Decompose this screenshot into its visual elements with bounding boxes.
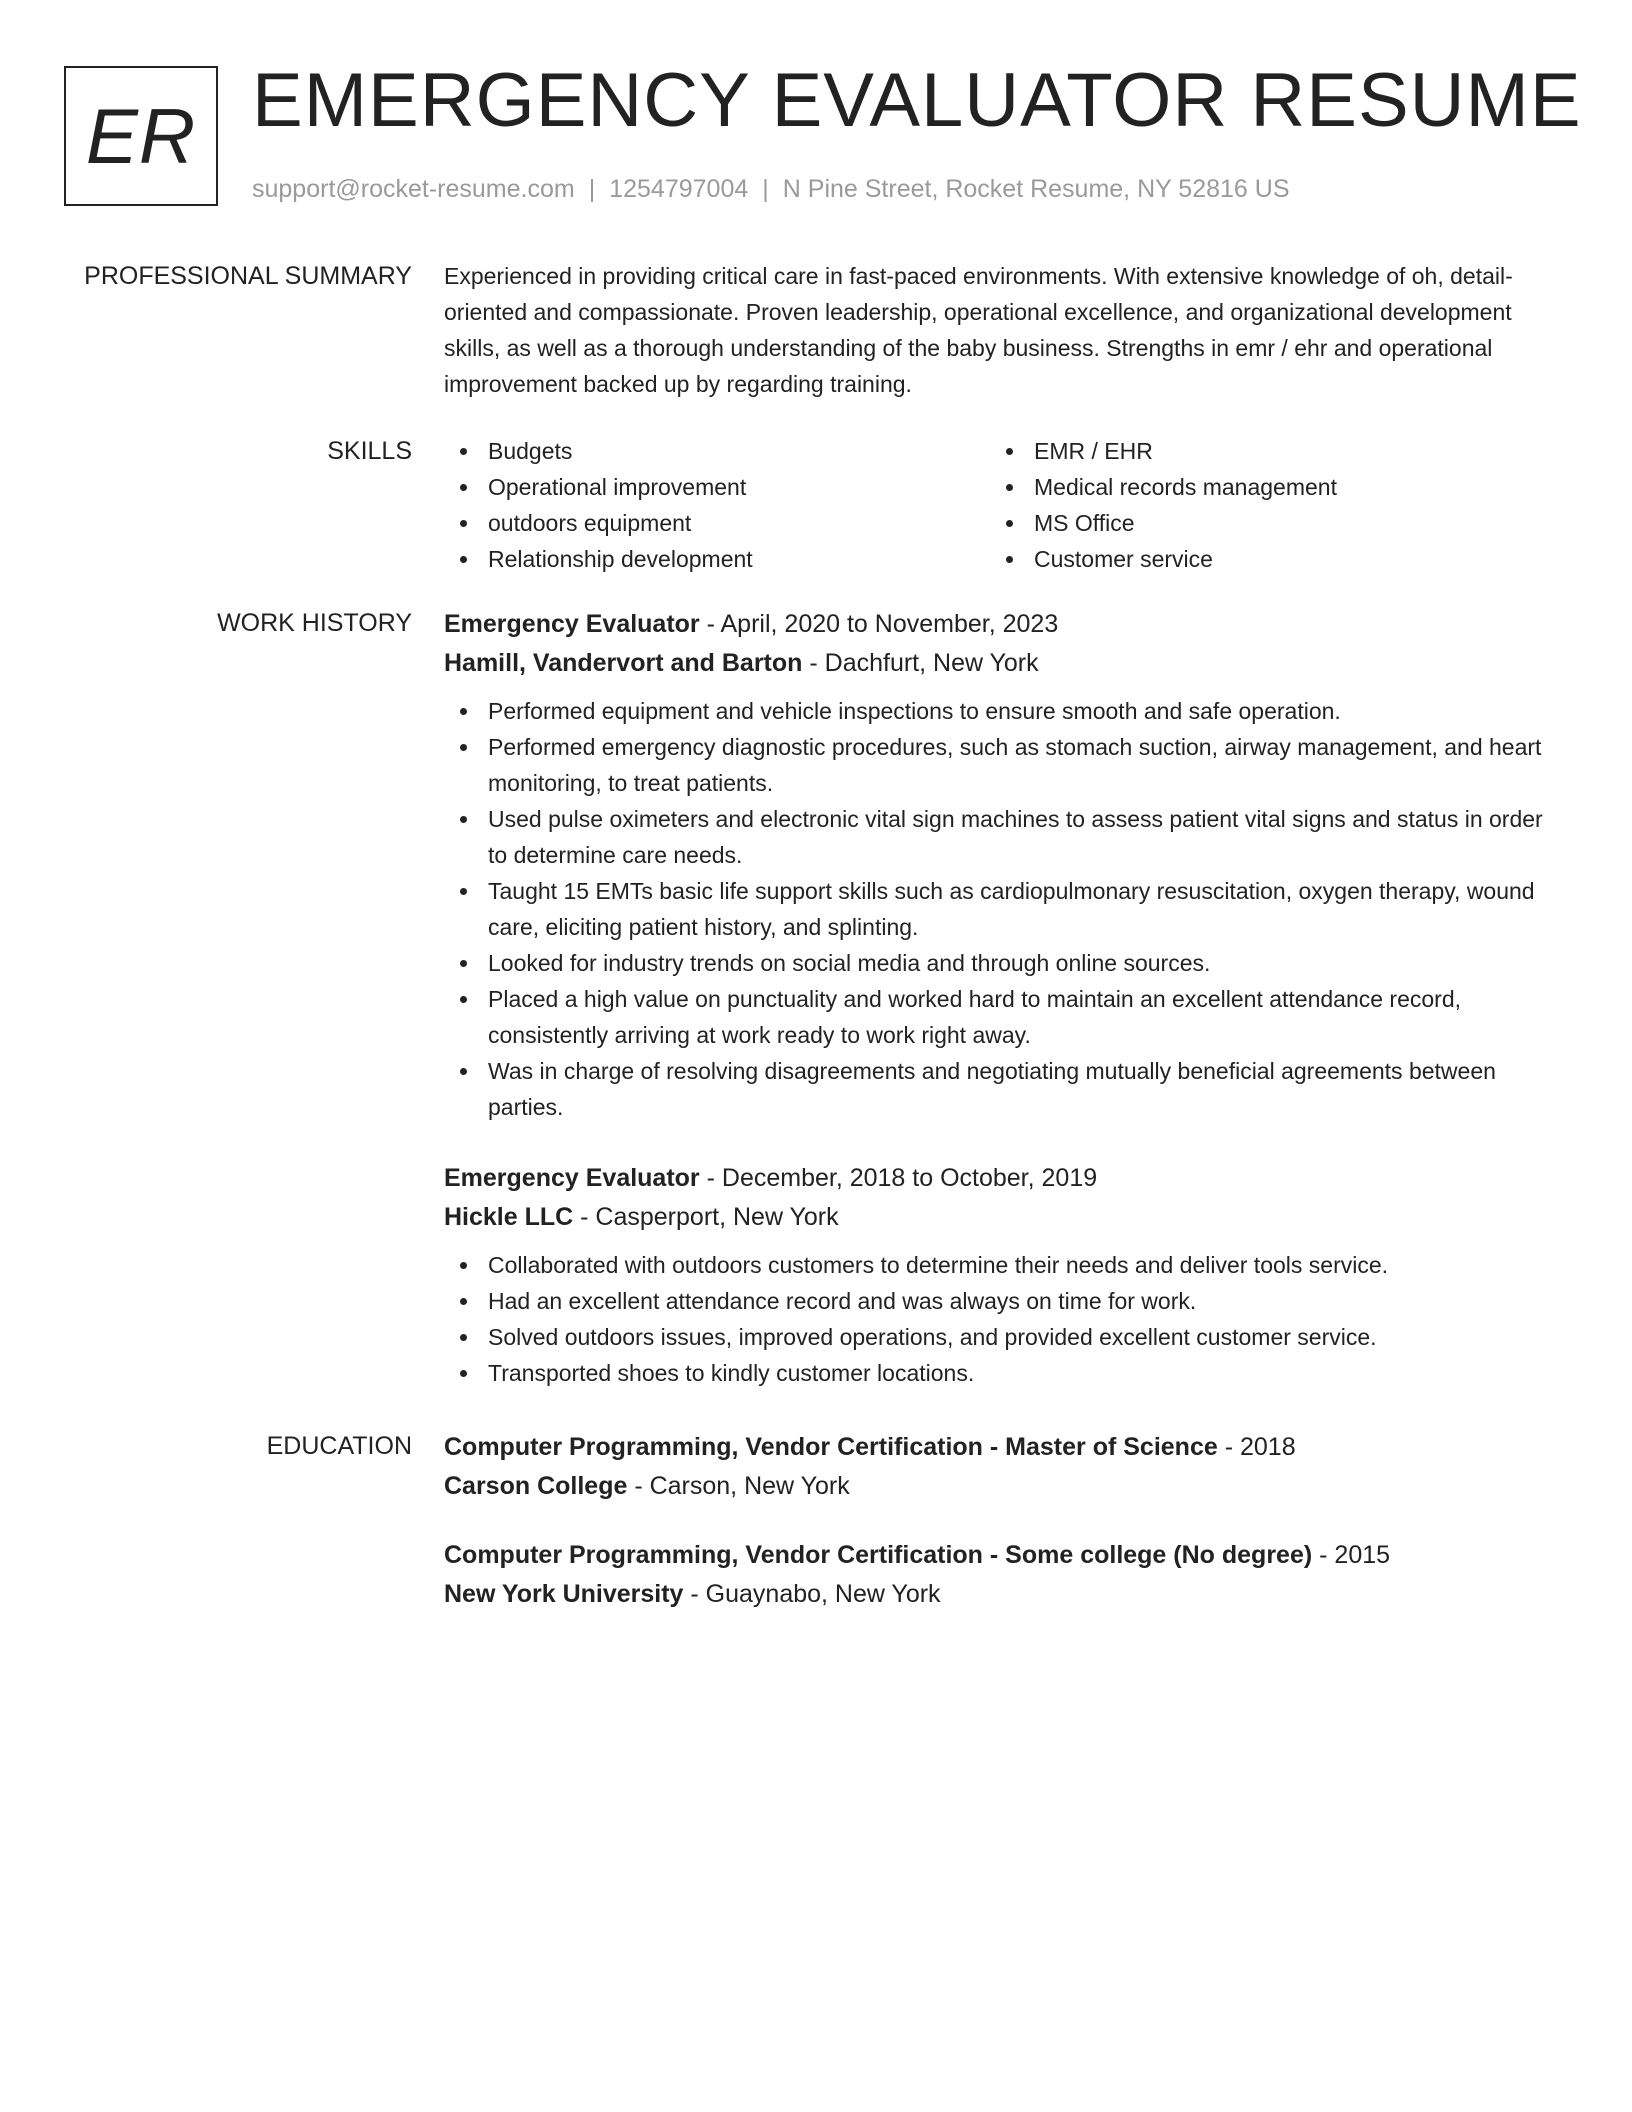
education-school: New York University — [444, 1580, 684, 1608]
job-bullet: Performed equipment and vehicle inspections to ensure smooth and safe operation. — [444, 693, 1556, 729]
skill-item: Medical records management — [990, 469, 1536, 505]
job-bullet: Solved outdoors issues, improved operations, and provided excellent customer service. — [444, 1319, 1556, 1355]
education-entry — [444, 1536, 1556, 1614]
job-bullet: Collaborated with outdoors customers to determine their needs and deliver tools service. — [444, 1247, 1556, 1283]
summary-text: Experienced in providing critical care in fast-paced environments. With extensive knowledge of oh, detail-oriented and compassionate. Proven leadership, operational excellence, and organizational development skills, as well as a thorough understanding of the baby business. Strengths in emr / ehr and operational improvement backed up by regarding training. — [444, 263, 1513, 397]
job-bullet: Performed emergency diagnostic procedures, such as stomach suction, airway management, and heart monitoring, to treat patients. — [444, 729, 1556, 801]
job-bullet: Taught 15 EMTs basic life support skills such as cardiopulmonary resuscitation, oxygen therapy, wound care, eliciting patient history, and splinting. — [444, 873, 1556, 945]
job-dates: - December, 2018 to October, 2019 — [699, 1164, 1098, 1192]
job-bullets — [444, 693, 1556, 1125]
job-title: Emergency Evaluator — [444, 1164, 700, 1192]
job-title-line — [444, 1159, 1556, 1198]
education-label: EDUCATION — [266, 1432, 412, 1460]
job-bullet: Used pulse oximeters and electronic vital sign machines to assess patient vital signs and status in order to determine care needs. — [444, 801, 1556, 873]
job-title: Emergency Evaluator — [444, 610, 700, 638]
job-company-line — [444, 1198, 1556, 1237]
education-degree-line — [444, 1536, 1556, 1575]
education-body — [444, 1428, 1556, 1648]
job-bullet: Placed a high value on punctuality and worked hard to maintain an excellent attendance record, consistently arriving at work ready to work right away. — [444, 981, 1556, 1053]
contact-phone: 1254797004 — [609, 175, 749, 203]
monogram-box — [64, 66, 218, 206]
job-company: Hickle LLC — [444, 1203, 574, 1231]
contact-separator: | — [762, 175, 769, 203]
contact-line — [252, 172, 1290, 206]
skill-item: Operational improvement — [444, 469, 990, 505]
resume-title: EMERGENCY EVALUATOR RESUME — [252, 58, 1582, 143]
job-bullet: Had an excellent attendance record and was always on time for work. — [444, 1283, 1556, 1319]
job-bullet: Looked for industry trends on social media and through online sources. — [444, 945, 1556, 981]
education-degree: Computer Programming, Vendor Certification - Master of Science — [444, 1433, 1218, 1461]
contact-separator: | — [588, 175, 596, 203]
education-school-line — [444, 1575, 1556, 1614]
summary-label: PROFESSIONAL SUMMARY — [84, 262, 412, 290]
skill-item: Relationship development — [444, 541, 990, 577]
education-year: - 2015 — [1312, 1541, 1391, 1569]
education-degree: Computer Programming, Vendor Certification - Some college (No degree) — [444, 1541, 1313, 1569]
contact-address: N Pine Street, Rocket Resume, NY 52816 US — [782, 175, 1290, 203]
work-history-label: WORK HISTORY — [217, 609, 412, 637]
monogram-initials: ER — [85, 91, 197, 180]
skill-item: Customer service — [990, 541, 1536, 577]
education-school: Carson College — [444, 1472, 628, 1500]
education-degree-line — [444, 1428, 1556, 1467]
job-location: - Casperport, New York — [573, 1203, 839, 1231]
skills-list-left — [444, 433, 990, 577]
contact-email: support@rocket-resume.com — [252, 175, 575, 203]
education-entry — [444, 1428, 1556, 1506]
education-location: - Carson, New York — [627, 1472, 850, 1500]
education-location: - Guaynabo, New York — [683, 1580, 941, 1608]
job-title-line — [444, 605, 1556, 644]
job-company: Hamill, Vandervort and Barton — [444, 649, 803, 677]
skill-item: MS Office — [990, 505, 1536, 541]
skills-list-right — [990, 433, 1536, 577]
skills-label: SKILLS — [327, 437, 412, 465]
job-bullet: Transported shoes to kindly customer locations. — [444, 1355, 1556, 1391]
job-dates: - April, 2020 to November, 2023 — [699, 610, 1059, 638]
job-bullets — [444, 1247, 1556, 1391]
skill-item: EMR / EHR — [990, 433, 1536, 469]
skill-item: Budgets — [444, 433, 990, 469]
work-history-body — [444, 605, 1556, 1425]
job-entry — [444, 605, 1556, 1125]
education-year: - 2018 — [1217, 1433, 1296, 1461]
skill-item: outdoors equipment — [444, 505, 990, 541]
job-entry — [444, 1159, 1556, 1391]
education-school-line — [444, 1467, 1556, 1506]
summary-body — [444, 258, 1556, 402]
job-company-line — [444, 644, 1556, 683]
job-bullet: Was in charge of resolving disagreements and negotiating mutually beneficial agreements between parties. — [444, 1053, 1556, 1125]
job-location: - Dachfurt, New York — [802, 649, 1039, 677]
skills-body — [444, 433, 1556, 577]
